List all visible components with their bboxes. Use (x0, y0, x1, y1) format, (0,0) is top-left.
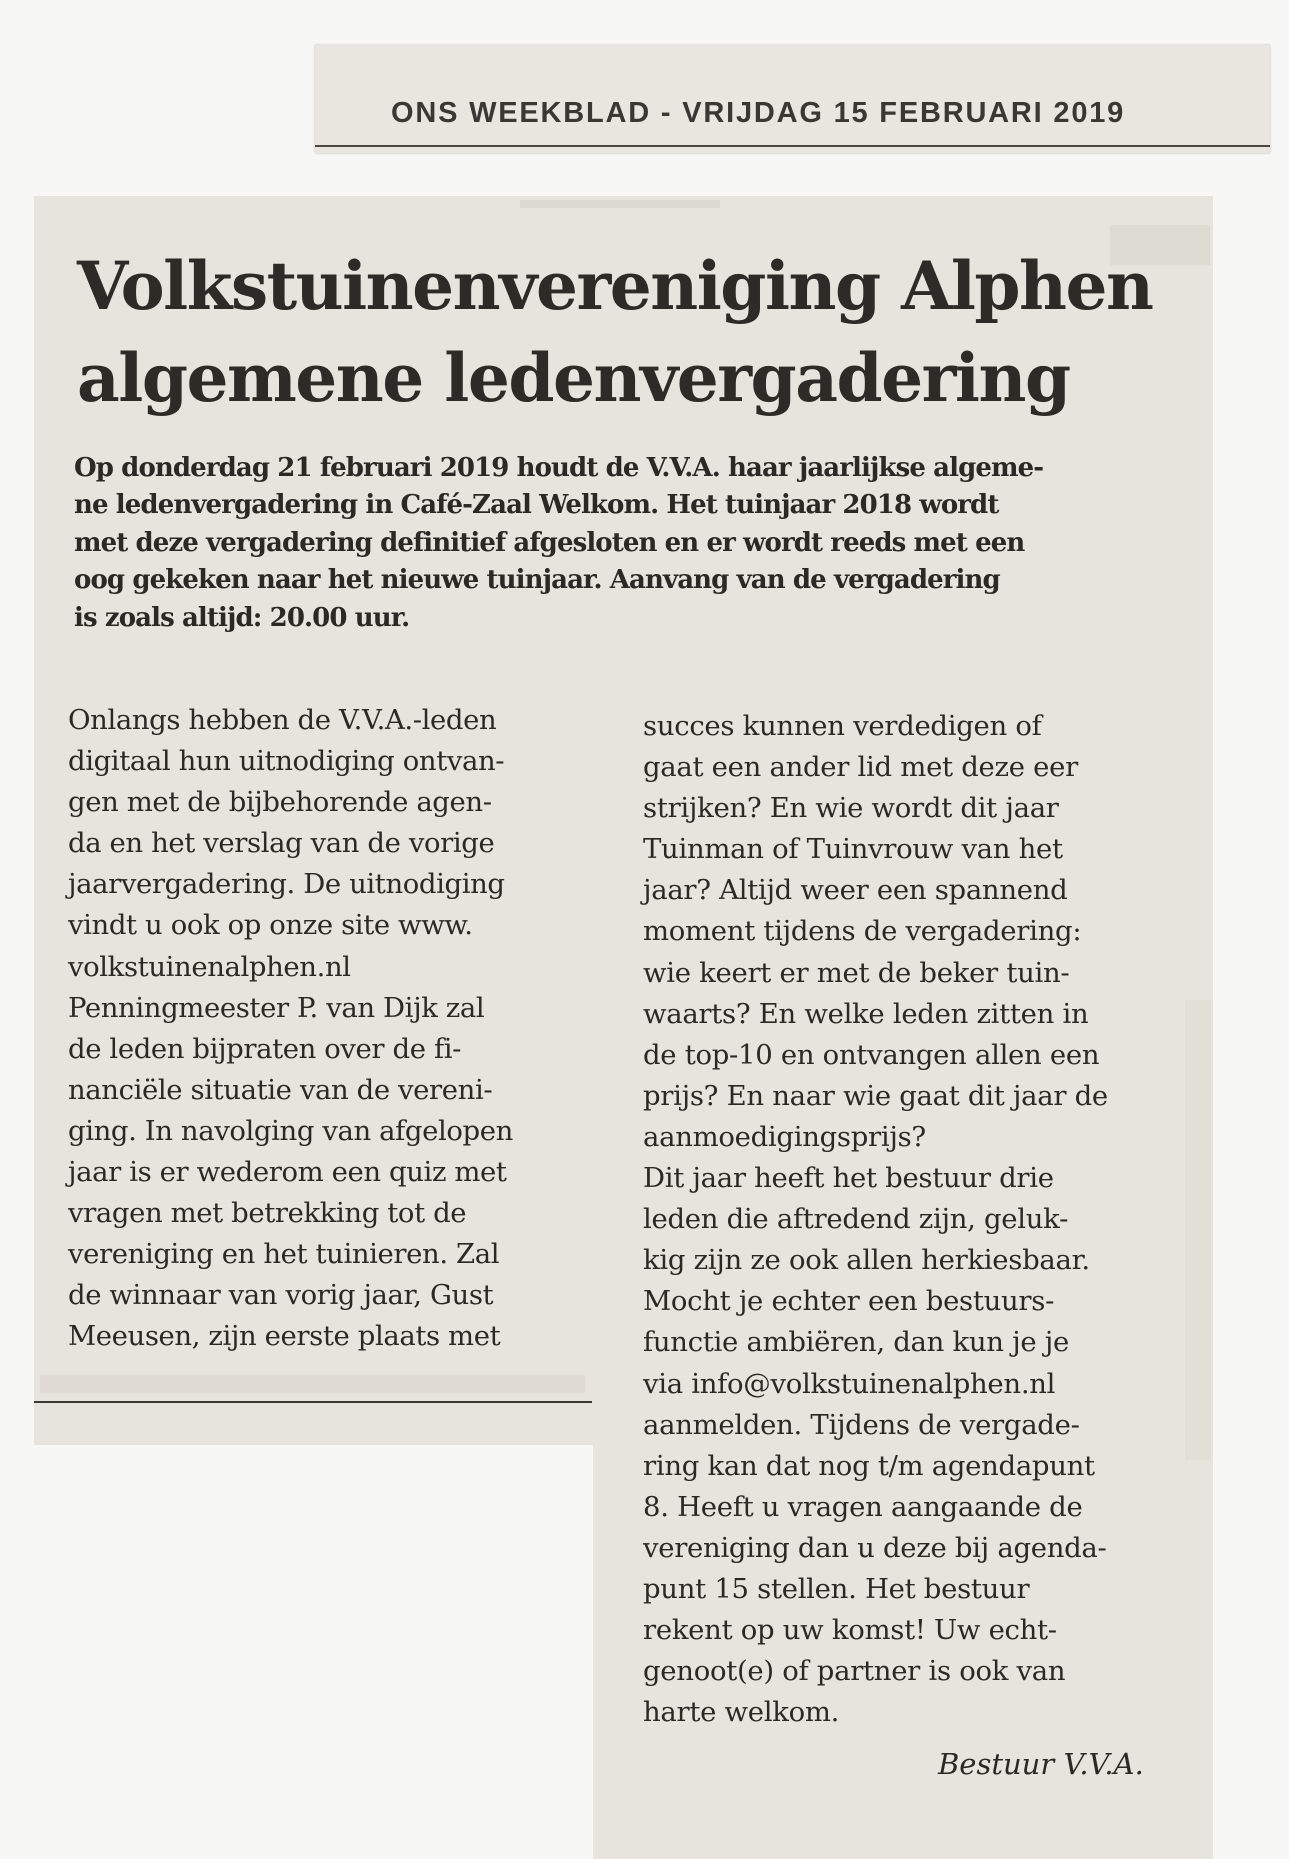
body-line: harte welkom. (643, 1696, 840, 1729)
body-line: rekent op uw komst! Uw echt- (643, 1614, 1057, 1647)
body-line: jaar is er wederom een quiz met (68, 1156, 507, 1189)
masthead-rule (315, 145, 1270, 147)
body-line: Tuinman of Tuinvrouw van het (643, 833, 1063, 866)
body-line: gaat een ander lid met deze eer (643, 751, 1078, 784)
body-line: succes kunnen verdedigen of (643, 710, 1042, 742)
headline-line: algemene ledenvergadering (77, 339, 1070, 417)
body-line: kig zijn ze ook allen herkiesbaar. (643, 1244, 1090, 1277)
intro-line: Op donderdag 21 februari 2019 houdt de V.V.A. haar jaarlijkse algeme- (74, 453, 1044, 483)
column-end-rule (34, 1401, 592, 1403)
intro-line: oog gekeken naar het nieuwe tuinjaar. Aanvang van de vergadering (74, 565, 1000, 596)
body-line: functie ambiëren, dan kun je je (643, 1326, 1069, 1359)
body-line: Dit jaar heeft het bestuur drie (643, 1162, 1054, 1195)
body-line: Meeusen, zijn eerste plaats met (68, 1320, 501, 1353)
body-line: nanciële situatie van de vereni- (68, 1073, 493, 1106)
article-column-left (68, 700, 598, 1358)
body-line: prijs? En naar wie gaat dit jaar de (643, 1079, 1108, 1112)
intro-line: ne ledenvergadering in Café-Zaal Welkom. Het tuinjaar 2018 wordt (74, 490, 999, 521)
body-line: ging. In navolging van afgelopen (68, 1114, 513, 1147)
body-line: de winnaar van vorig jaar, Gust (68, 1279, 494, 1312)
body-line: leden die aftredend zijn, geluk- (643, 1203, 1069, 1236)
body-line: moment tijdens de vergadering: (643, 915, 1082, 948)
body-line: volkstuinenalphen.nl (68, 950, 351, 983)
masthead-title: ONS WEEKBLAD - VRIJDAG 15 FEBRUARI 2019 (391, 97, 1126, 129)
body-line: gen met de bijbehorende agen- (68, 786, 492, 819)
body-line: da en het verslag van de vorige (68, 827, 495, 860)
body-line: vereniging dan u deze bij agenda- (643, 1531, 1107, 1564)
body-line: ring kan dat nog t/m agendapunt (643, 1449, 1095, 1482)
intro-line: is zoals altijd: 20.00 uur. (74, 602, 410, 633)
headline-line: Volkstuinenvereniging Alphen (77, 247, 1153, 325)
body-line: genoot(e) of partner is ook van (643, 1655, 1066, 1688)
body-line: Onlangs hebben de V.V.A.-leden (68, 704, 497, 736)
body-line: Penningmeester P. van Dijk zal (68, 991, 485, 1024)
body-line: punt 15 stellen. Het bestuur (643, 1572, 1030, 1605)
body-line: de leden bijpraten over de fi- (68, 1032, 462, 1065)
body-line: vereniging en het tuinieren. Zal (68, 1238, 500, 1271)
body-line: wie keert er met de beker tuin- (643, 956, 1070, 989)
body-line: waarts? En welke leden zitten in (643, 997, 1089, 1030)
masthead-clipping (315, 45, 1270, 153)
intro-line: met deze vergadering definitief afgesloten en er wordt reeds met een (74, 527, 1025, 558)
body-line: aanmelden. Tijdens de vergade- (643, 1408, 1080, 1441)
body-line: de top-10 en ontvangen allen een (643, 1038, 1100, 1071)
body-line: via info@volkstuinenalphen.nl (643, 1367, 1056, 1400)
article-headline (77, 240, 1153, 424)
body-line: digitaal hun uitnodiging ontvan- (68, 745, 505, 778)
body-line: jaar? Altijd weer een spannend (643, 874, 1068, 907)
body-line: vindt u ook op onze site www. (68, 909, 473, 942)
body-line: 8. Heeft u vragen aangaande de (643, 1490, 1083, 1523)
body-line: jaarvergadering. De uitnodiging (68, 868, 505, 901)
body-line: strijken? En wie wordt dit jaar (643, 792, 1059, 825)
body-line: Mocht je echter een bestuurs- (643, 1285, 1055, 1318)
article-column-right (643, 706, 1183, 1733)
body-line: aanmoedigingsprijs? (643, 1120, 926, 1153)
article-signature: Bestuur V.V.A. (938, 1747, 1144, 1781)
body-line: vragen met betrekking tot de (68, 1197, 467, 1230)
article-intro (74, 450, 1184, 637)
